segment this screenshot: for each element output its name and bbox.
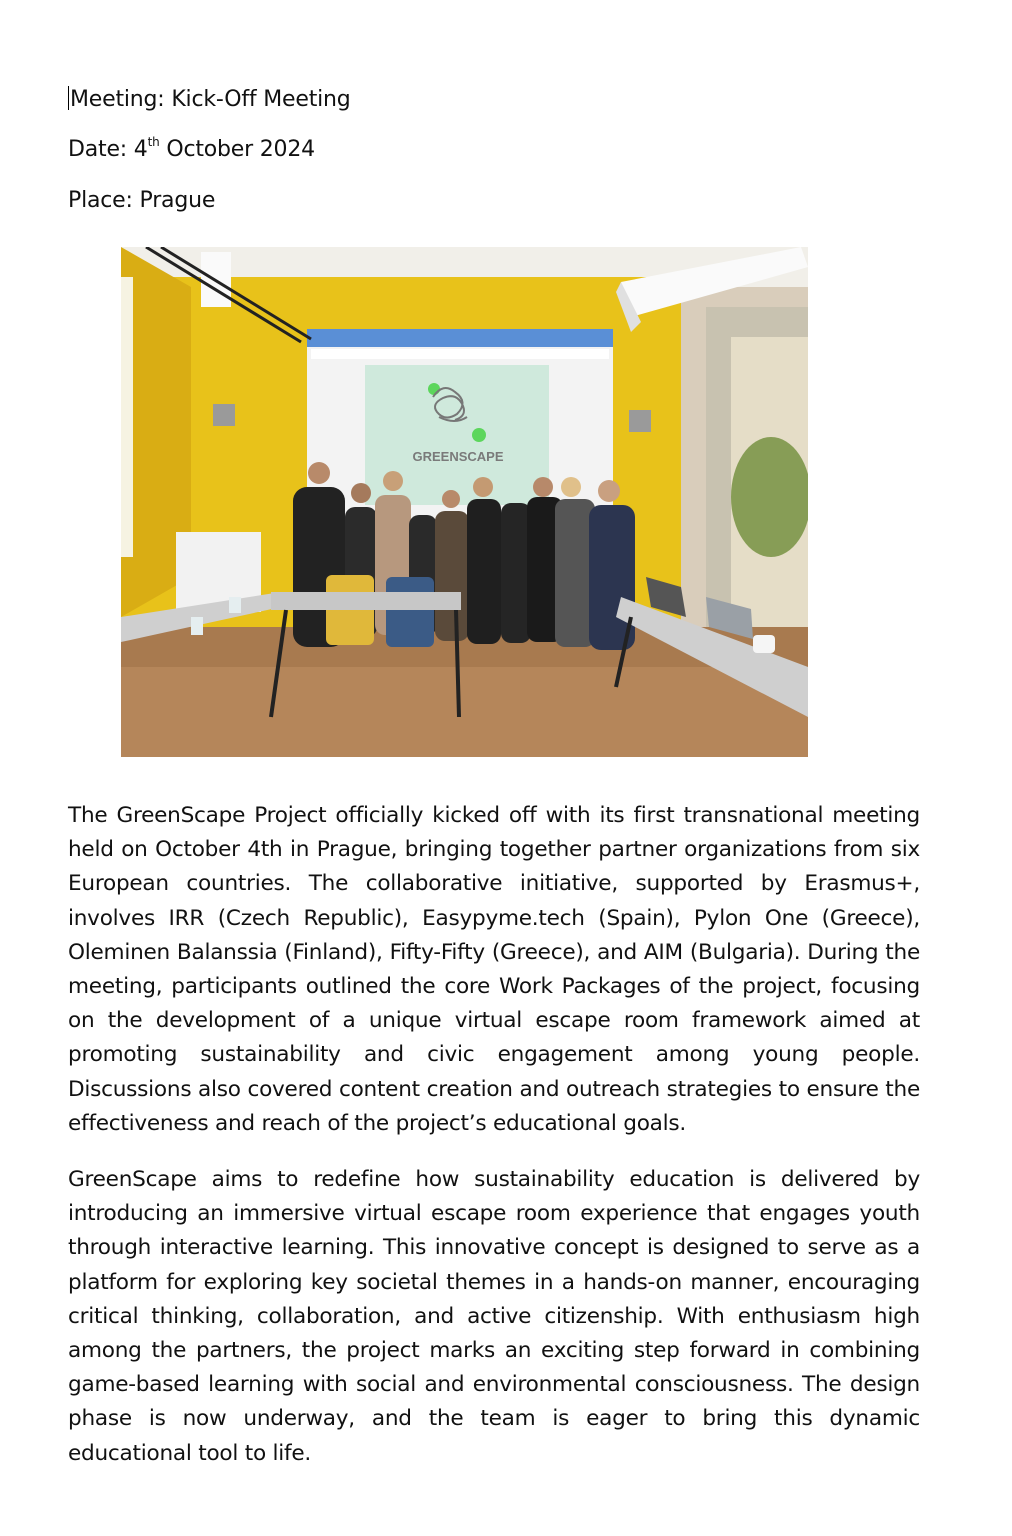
place-value: Prague — [139, 188, 216, 213]
date-rest: October 2024 — [166, 137, 315, 162]
date-day: 4 — [133, 137, 148, 162]
group-photo — [121, 247, 808, 757]
screen-title: GREENSCAPE — [412, 449, 504, 464]
meeting-room-illustration — [121, 247, 808, 757]
paragraph-1: The GreenScape Project officially kicked off with its first transnational meeting held on October 4th in Prague, bringing together partner organizations from six European countries. The collaborative initiative, supported by Erasmus+, involves IRR (Czech Republic), Easypyme.tech (Spain), Pylon One (Greece), Oleminen Balanssia (Finland), Fifty-Fifty (Greece), and AIM (Bulgaria). During the meeting, participants outlined the core Work Packages of the project, focusing on the development of a unique virtual escape room framework aimed at promoting sustainability and civic engagement among young people. Discussions also covered content creation and outreach strategies to ensure the effectiveness and reach of the project’s educational goals. — [68, 803, 920, 1136]
paragraph-2: GreenScape aims to redefine how sustainability education is delivered by introducing an immersive virtual escape room experience that engages youth through interactive learning. This innovative concept is designed to serve as a platform for exploring key societal themes in a hands-on manner, encouraging critical thinking, collaboration, and active citizenship. With enthusiasm high among the partners, the project marks an exciting step forward in combining game-based learning with social and environmental consciousness. The design phase is now underway, and the team is eager to bring this dynamic educational tool to life. — [68, 1167, 920, 1466]
date-suffix: th — [147, 135, 160, 149]
place-line — [68, 188, 215, 213]
date-line — [68, 137, 315, 162]
meeting-value: Kick-Off Meeting — [171, 87, 351, 112]
meeting-line — [68, 86, 351, 112]
place-label: Place: — [68, 188, 133, 213]
text-cursor — [68, 86, 69, 110]
meeting-label: Meeting: — [70, 87, 165, 112]
date-label: Date: — [68, 137, 127, 162]
